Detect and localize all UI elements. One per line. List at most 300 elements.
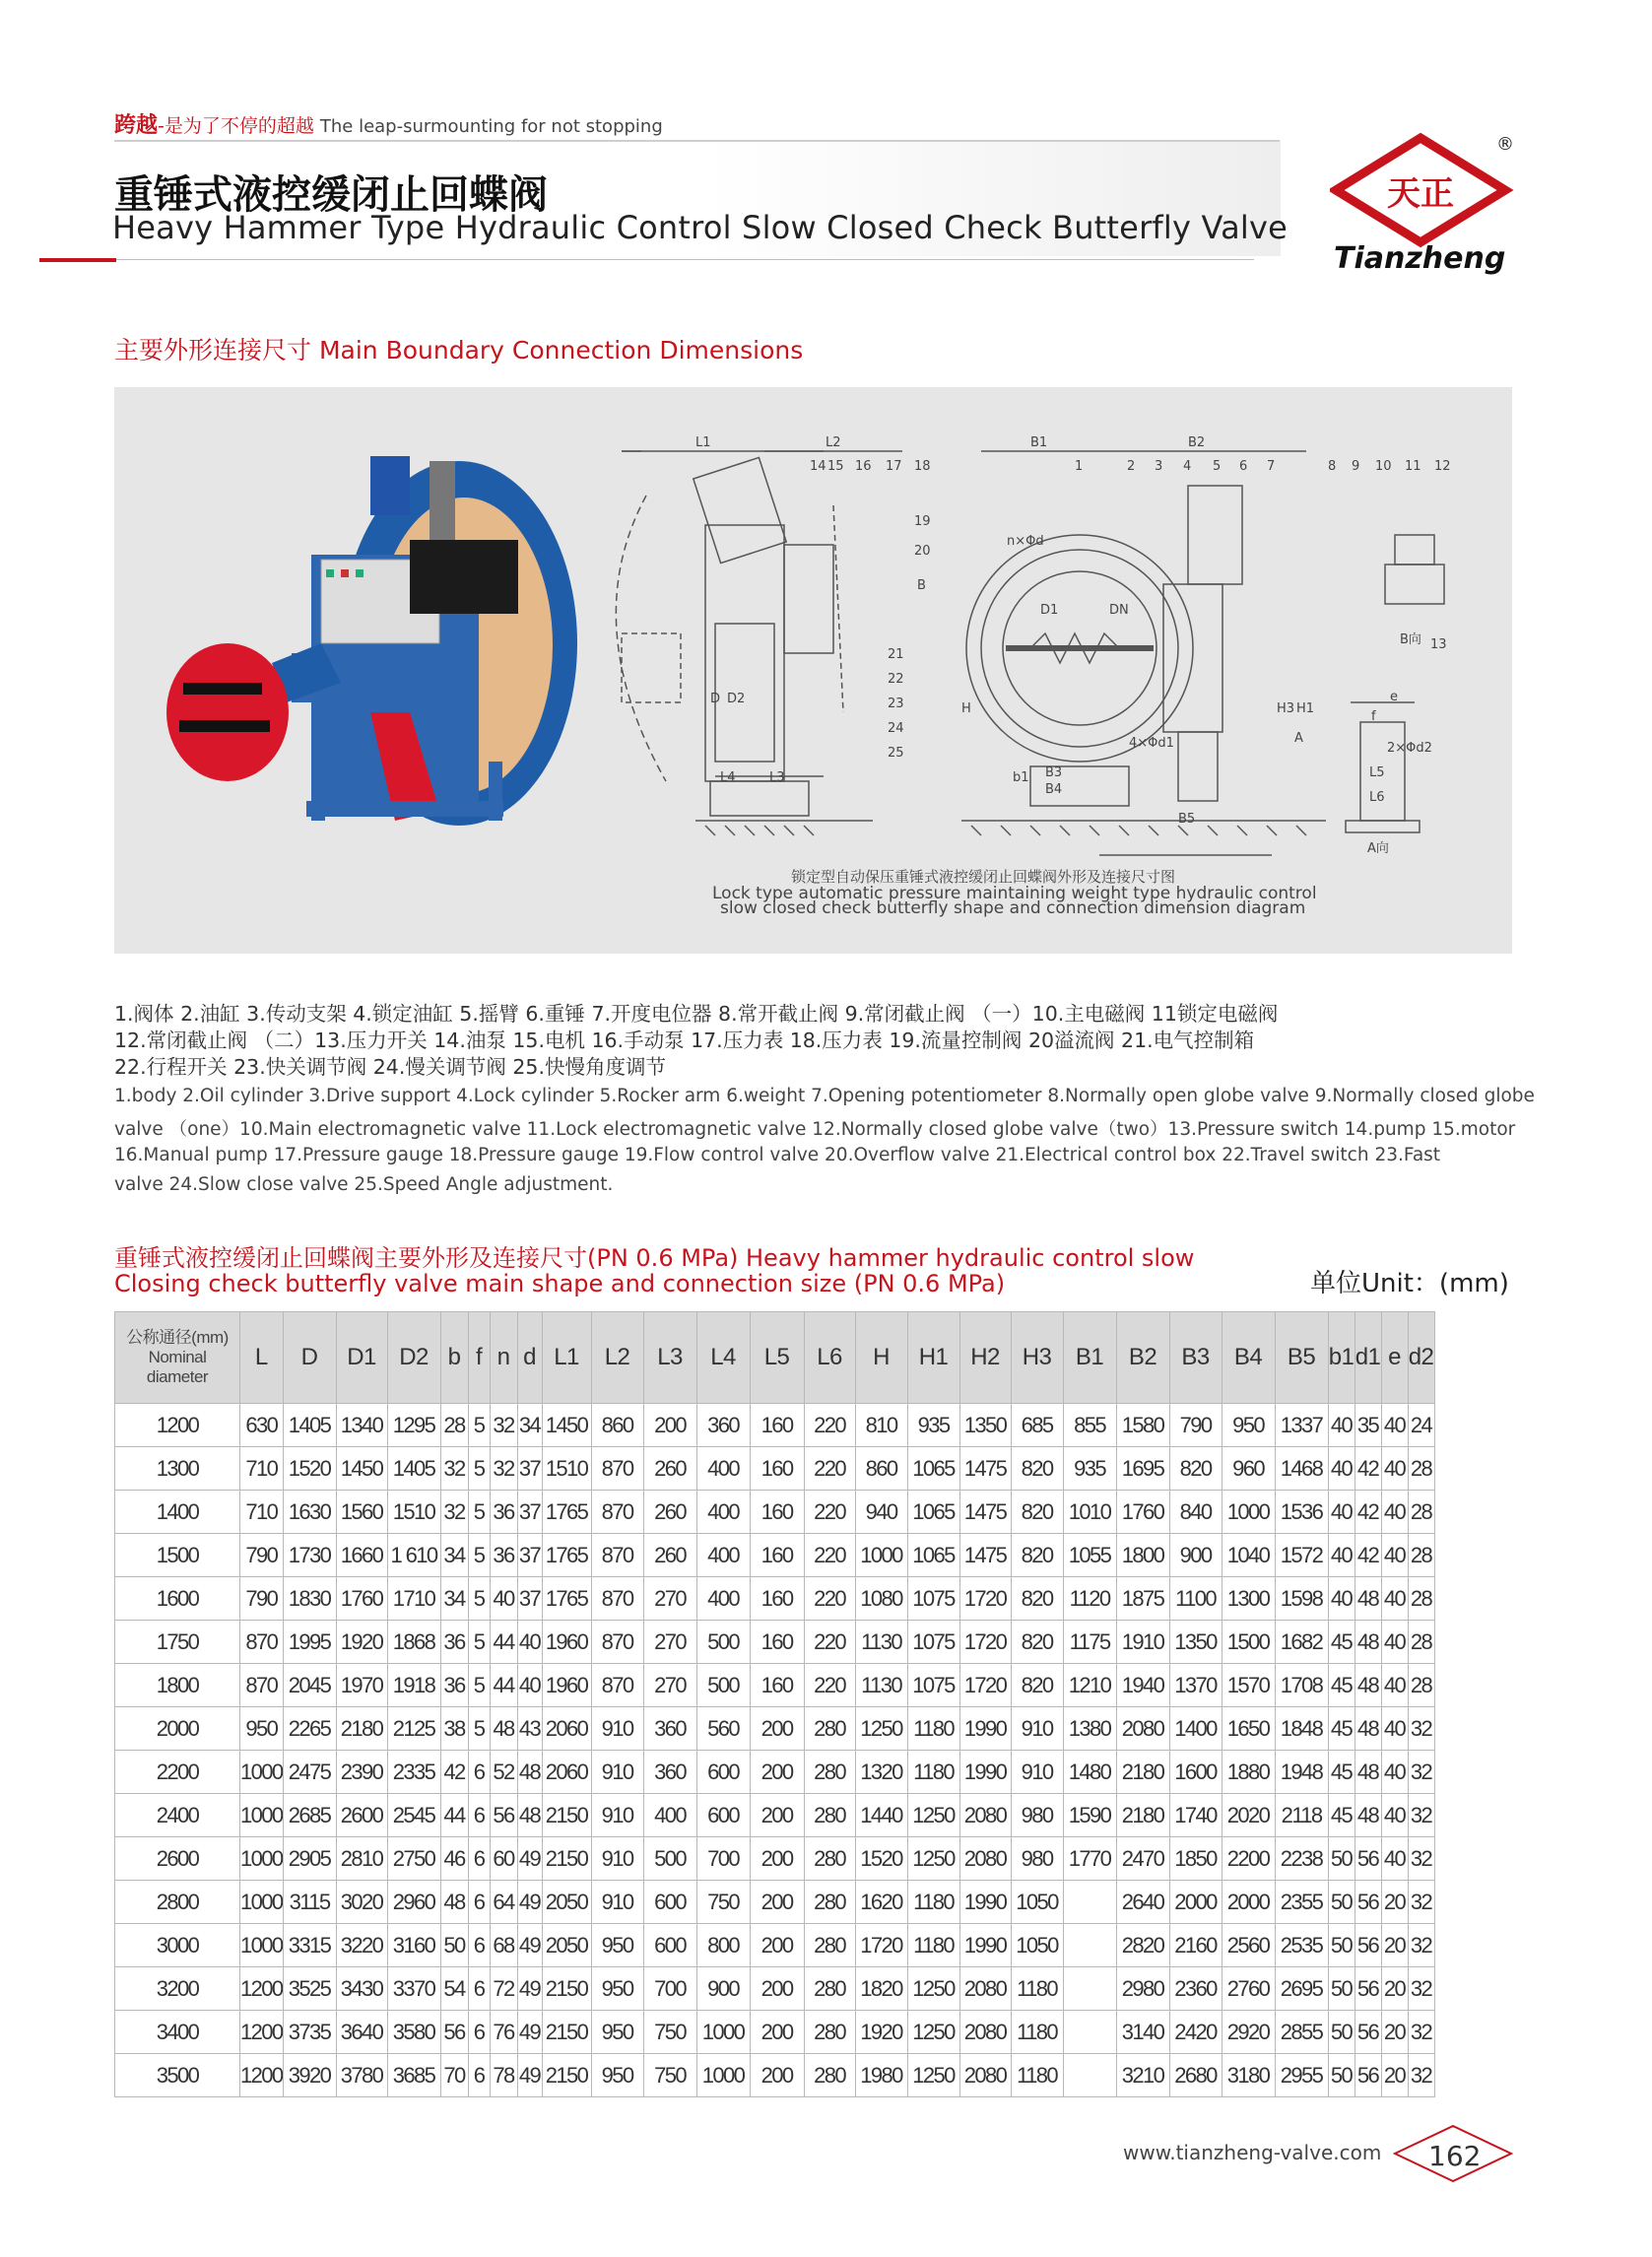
table-cell: 1 610: [387, 1534, 440, 1577]
title-red-rule: [39, 258, 116, 262]
table-row: [115, 1967, 1435, 2011]
slogan: [114, 108, 663, 139]
table-cell: 2050: [542, 1881, 591, 1924]
table-cell: 36: [490, 1534, 517, 1577]
table-cell: 2560: [1222, 1924, 1275, 1967]
table-cell: 1995: [283, 1621, 336, 1664]
table-cell: 56: [1355, 2011, 1381, 2054]
table-cell: 1500: [1222, 1621, 1275, 1664]
table-cell: 160: [750, 1577, 804, 1621]
table-cell: 28: [1408, 1577, 1434, 1621]
table-cell: 500: [696, 1621, 750, 1664]
table-cell: 1800: [1116, 1534, 1169, 1577]
table-cell: 5: [468, 1534, 490, 1577]
header-col-l2: L2: [591, 1312, 643, 1404]
table-cell: 500: [696, 1664, 750, 1707]
table-cell: 280: [804, 1794, 855, 1837]
table-cell: 3020: [336, 1881, 387, 1924]
table-cell: 3140: [1116, 2011, 1169, 2054]
table-cell: 220: [804, 1534, 855, 1577]
table-cell: 1000: [240, 1924, 284, 1967]
header-col-b4: B4: [1222, 1312, 1275, 1404]
table-cell: 860: [591, 1404, 643, 1447]
table-cell: 64: [490, 1881, 517, 1924]
header-col-d2: d2: [1408, 1312, 1434, 1404]
title-gray-rule: [116, 259, 1254, 260]
table-cell: 40: [1381, 1664, 1408, 1707]
table-cell: 600: [643, 1881, 696, 1924]
label-DN: DN: [1109, 603, 1129, 618]
label-L2: L2: [826, 435, 841, 450]
table-cell: 1590: [1063, 1794, 1116, 1837]
table-cell: 2060: [542, 1751, 591, 1794]
table-cell: 3685: [387, 2054, 440, 2097]
table-cell: 1055: [1063, 1534, 1116, 1577]
table-cell: 2820: [1116, 1924, 1169, 1967]
table-cell: 48: [1355, 1794, 1381, 1837]
table-cell: 45: [1328, 1707, 1355, 1751]
table-cell: 200: [750, 1707, 804, 1751]
label-nd: n×Φd: [1007, 534, 1044, 549]
header-col-b: b: [440, 1312, 468, 1404]
table-cell: 49: [517, 1924, 542, 1967]
table-cell: 6: [468, 1924, 490, 1967]
table-cell: 400: [643, 1794, 696, 1837]
table-cell: 1380: [1063, 1707, 1116, 1751]
side-view-drawing: [616, 451, 902, 835]
label-B: B: [917, 578, 926, 593]
table-cell: 400: [696, 1447, 750, 1491]
table-cell: 5: [468, 1664, 490, 1707]
table-cell: 1765: [542, 1534, 591, 1577]
table-cell: 1868: [387, 1621, 440, 1664]
table-cell: 950: [591, 2054, 643, 2097]
table-cell: 2960: [387, 1881, 440, 1924]
table-cell: 1000: [855, 1534, 907, 1577]
label-17: 17: [886, 459, 902, 474]
parts-en-line: 16.Manual pump 17.Pressure gauge 18.Pressure gauge 19.Flow control valve 20.Overflow valve 21.Electrical control box 22.Travel switch 23.Fast: [114, 1145, 1441, 1165]
table-cell: 1730: [283, 1534, 336, 1577]
table-cell: 1510: [542, 1447, 591, 1491]
slogan-en: The leap-surmounting for not stopping: [319, 116, 663, 137]
table-cell: 20: [1381, 2011, 1408, 2054]
table-cell: 860: [855, 1447, 907, 1491]
brand-name: Tianzheng: [1334, 241, 1506, 276]
label-f: f: [1371, 709, 1376, 724]
label-7: 7: [1267, 459, 1276, 474]
table-cell: 2955: [1275, 2054, 1328, 2097]
table-cell: 6: [468, 1967, 490, 2011]
table-cell: 1000: [240, 1751, 284, 1794]
table-cell: 200: [750, 1967, 804, 2011]
table-cell: 1820: [855, 1967, 907, 2011]
table-title-line-1: 重锤式液控缓闭止回蝶阀主要外形及连接尺寸(PN 0.6 MPa) Heavy hammer hydraulic control slow: [114, 1244, 1195, 1272]
table-cell: 280: [804, 2054, 855, 2097]
table-cell: 1536: [1275, 1491, 1328, 1534]
table-cell: 200: [750, 1794, 804, 1837]
header-nominal-diameter: 公称通径(mm) Nominal diameter: [115, 1312, 240, 1404]
table-cell: 810: [855, 1404, 907, 1447]
unit-label: 单位Unit：(mm): [1310, 1269, 1509, 1298]
table-cell: 78: [490, 2054, 517, 2097]
table-row: [115, 2054, 1435, 2097]
table-cell: 1075: [907, 1577, 959, 1621]
table-cell: 2695: [1275, 1967, 1328, 2011]
table-cell: 48: [1355, 1707, 1381, 1751]
table-cell: 5: [468, 1621, 490, 1664]
table-cell: 32: [1408, 2011, 1434, 2054]
table-body: [115, 1404, 1435, 2097]
table-cell: 1340: [336, 1404, 387, 1447]
parts-cn-line: 12.常闭截止阀 （二）13.压力开关 14.油泵 15.电机 16.手动泵 17.压力表 18.压力表 19.流量控制阀 20溢流阀 21.电气控制箱: [114, 1029, 1255, 1052]
label-20: 20: [914, 544, 931, 559]
table-cell: 270: [643, 1577, 696, 1621]
table-cell: 710: [240, 1491, 284, 1534]
table-cell: 1320: [855, 1751, 907, 1794]
table-cell: 1000: [240, 1837, 284, 1881]
table-cell: 1405: [387, 1447, 440, 1491]
table-cell: 360: [696, 1404, 750, 1447]
table-header-row: [115, 1312, 1435, 1404]
table-cell: 45: [1328, 1794, 1355, 1837]
label-B5: B5: [1178, 812, 1196, 827]
table-cell: 24: [1408, 1404, 1434, 1447]
table-cell: 2640: [1116, 1881, 1169, 1924]
table-cell: 28: [1408, 1491, 1434, 1534]
table-cell: 2080: [959, 2054, 1011, 2097]
table-cell: 70: [440, 2054, 468, 2097]
table-cell: 1200: [240, 1967, 284, 2011]
table-cell: 60: [490, 1837, 517, 1881]
table-cell: 855: [1063, 1404, 1116, 1447]
table-row: [115, 1881, 1435, 1924]
label-21: 21: [888, 647, 904, 662]
label-D2: D2: [727, 692, 746, 706]
table-cell: 1120: [1063, 1577, 1116, 1621]
table-cell: 2810: [336, 1837, 387, 1881]
table-cell: 32: [1408, 1707, 1434, 1751]
table-cell: 280: [804, 1837, 855, 1881]
table-cell: 2150: [542, 2011, 591, 2054]
table-cell: 1075: [907, 1621, 959, 1664]
website-url: www.tianzheng-valve.com: [1123, 2141, 1382, 2164]
table-cell: 50: [1328, 1924, 1355, 1967]
table-cell: 900: [696, 1967, 750, 2011]
table-cell: 28: [1408, 1447, 1434, 1491]
table-cell: 3220: [336, 1924, 387, 1967]
table-cell: 950: [591, 1967, 643, 2011]
table-cell: [1063, 1967, 1116, 2011]
table-cell: 46: [440, 1837, 468, 1881]
label-2d2: 2×Φd2: [1387, 741, 1432, 756]
table-cell: 28: [1408, 1664, 1434, 1707]
table-cell: 1560: [336, 1491, 387, 1534]
table-cell: 32: [490, 1447, 517, 1491]
parts-en-line: valve 24.Slow close valve 25.Speed Angle adjustment.: [114, 1174, 614, 1195]
table-cell: 935: [1063, 1447, 1116, 1491]
table-cell: 1720: [959, 1664, 1011, 1707]
table-cell: 1770: [1063, 1837, 1116, 1881]
table-cell: 1970: [336, 1664, 387, 1707]
label-L5: L5: [1369, 765, 1385, 780]
table-cell: [1063, 2054, 1116, 2097]
table-cell: 36: [440, 1621, 468, 1664]
table-cell: 910: [1011, 1707, 1063, 1751]
table-cell: 220: [804, 1491, 855, 1534]
table-cell: 40: [1328, 1447, 1355, 1491]
table-cell: 200: [750, 1924, 804, 1967]
table-cell: 1180: [907, 1924, 959, 1967]
label-1: 1: [1075, 459, 1084, 474]
table-cell: 32: [440, 1491, 468, 1534]
table-cell: 1475: [959, 1491, 1011, 1534]
header-col-n: n: [490, 1312, 517, 1404]
table-cell: 1880: [1222, 1751, 1275, 1794]
cell-nominal-diameter: 3400: [115, 2011, 240, 2054]
label-10: 10: [1375, 459, 1392, 474]
table-cell: 44: [490, 1664, 517, 1707]
table-row: [115, 1751, 1435, 1794]
label-14: 14: [810, 459, 826, 474]
table-cell: 1990: [959, 1707, 1011, 1751]
table-cell: 50: [1328, 2054, 1355, 2097]
table-cell: 685: [1011, 1404, 1063, 1447]
table-cell: 1598: [1275, 1577, 1328, 1621]
table-cell: 1200: [240, 2011, 284, 2054]
table-cell: 260: [643, 1491, 696, 1534]
table-cell: 260: [643, 1447, 696, 1491]
table-cell: 1000: [240, 1794, 284, 1837]
table-cell: 360: [643, 1751, 696, 1794]
table-cell: 790: [1169, 1404, 1222, 1447]
label-D: D: [710, 692, 721, 706]
table-cell: 980: [1011, 1837, 1063, 1881]
table-cell: 1065: [907, 1491, 959, 1534]
table-cell: 3920: [283, 2054, 336, 2097]
table-cell: 28: [440, 1404, 468, 1447]
table-cell: 20: [1381, 1967, 1408, 2011]
table-cell: 1210: [1063, 1664, 1116, 1707]
table-cell: 630: [240, 1404, 284, 1447]
table-cell: 20: [1381, 1924, 1408, 1967]
table-cell: 32: [1408, 1837, 1434, 1881]
table-cell: 40: [1328, 1491, 1355, 1534]
table-cell: 37: [517, 1491, 542, 1534]
table-cell: 2118: [1275, 1794, 1328, 1837]
table-cell: 400: [696, 1491, 750, 1534]
table-cell: 32: [1408, 1967, 1434, 2011]
table-cell: 1065: [907, 1447, 959, 1491]
slogan-cn: -是为了不停的超越: [158, 115, 314, 137]
table-cell: 5: [468, 1491, 490, 1534]
table-cell: 1990: [959, 1881, 1011, 1924]
table-cell: 2360: [1169, 1967, 1222, 2011]
table-cell: 2475: [283, 1751, 336, 1794]
table-cell: 2535: [1275, 1924, 1328, 1967]
table-cell: 1450: [542, 1404, 591, 1447]
table-cell: 1130: [855, 1621, 907, 1664]
table-cell: 910: [591, 1881, 643, 1924]
table-cell: 820: [1011, 1621, 1063, 1664]
table-cell: 49: [517, 2011, 542, 2054]
table-cell: 40: [1328, 1577, 1355, 1621]
table-cell: 1875: [1116, 1577, 1169, 1621]
table-cell: 260: [643, 1534, 696, 1577]
label-B-view: B向: [1400, 632, 1421, 647]
label-25: 25: [888, 746, 904, 761]
table-cell: 700: [696, 1837, 750, 1881]
cell-nominal-diameter: 1400: [115, 1491, 240, 1534]
table-cell: 2150: [542, 1837, 591, 1881]
table-cell: 1080: [855, 1577, 907, 1621]
table-cell: 1300: [1222, 1577, 1275, 1621]
table-cell: 820: [1011, 1447, 1063, 1491]
table-cell: 820: [1011, 1664, 1063, 1707]
header-col-l4: L4: [696, 1312, 750, 1404]
table-cell: 2150: [542, 2054, 591, 2097]
table-cell: 1475: [959, 1447, 1011, 1491]
table-cell: 1720: [959, 1577, 1011, 1621]
table-cell: 1405: [283, 1404, 336, 1447]
table-title-line-2: Closing check butterfly valve main shape and connection size (PN 0.6 MPa): [114, 1270, 1006, 1297]
table-cell: 40: [517, 1664, 542, 1707]
table-cell: 45: [1328, 1621, 1355, 1664]
table-cell: 870: [591, 1447, 643, 1491]
table-cell: 3370: [387, 1967, 440, 2011]
header-col-f: f: [468, 1312, 490, 1404]
table-cell: 56: [1355, 1837, 1381, 1881]
page-number: 162: [1428, 2140, 1482, 2172]
table-cell: 2920: [1222, 2011, 1275, 2054]
table-cell: 5: [468, 1404, 490, 1447]
table-cell: 44: [440, 1794, 468, 1837]
table-cell: 56: [1355, 1924, 1381, 1967]
table-cell: 1760: [1116, 1491, 1169, 1534]
table-cell: 49: [517, 1881, 542, 1924]
table-cell: 2080: [1116, 1707, 1169, 1751]
table-cell: 1065: [907, 1534, 959, 1577]
label-9: 9: [1352, 459, 1360, 474]
cell-nominal-diameter: 1200: [115, 1404, 240, 1447]
table-cell: 1040: [1222, 1534, 1275, 1577]
table-cell: 3640: [336, 2011, 387, 2054]
table-cell: 37: [517, 1534, 542, 1577]
table-cell: 840: [1169, 1491, 1222, 1534]
table-cell: 2420: [1169, 2011, 1222, 2054]
table-cell: 1720: [959, 1621, 1011, 1664]
table-cell: 910: [591, 1751, 643, 1794]
table-cell: 2000: [1222, 1881, 1275, 1924]
table-cell: 1765: [542, 1577, 591, 1621]
table-row: [115, 1794, 1435, 1837]
table-cell: 1130: [855, 1664, 907, 1707]
table-cell: 6: [468, 1794, 490, 1837]
table-cell: 280: [804, 1881, 855, 1924]
table-cell: 600: [696, 1794, 750, 1837]
table-cell: 1440: [855, 1794, 907, 1837]
front-view-drawing: [961, 451, 1326, 855]
table-cell: 1572: [1275, 1534, 1328, 1577]
table-cell: 1580: [1116, 1404, 1169, 1447]
table-cell: 1180: [1011, 2011, 1063, 2054]
table-cell: 1600: [1169, 1751, 1222, 1794]
table-cell: 3315: [283, 1924, 336, 1967]
table-cell: 1180: [1011, 2054, 1063, 2097]
table-cell: 280: [804, 1967, 855, 2011]
table-cell: 1682: [1275, 1621, 1328, 1664]
table-cell: 32: [1408, 1751, 1434, 1794]
table-cell: 2335: [387, 1751, 440, 1794]
table-cell: 2200: [1222, 1837, 1275, 1881]
table-cell: 940: [855, 1491, 907, 1534]
table-cell: 1050: [1011, 1924, 1063, 1967]
table-cell: 1337: [1275, 1404, 1328, 1447]
table-cell: 1000: [696, 2011, 750, 2054]
table-cell: 1850: [1169, 1837, 1222, 1881]
header-col-h3: H3: [1011, 1312, 1063, 1404]
table-cell: 160: [750, 1491, 804, 1534]
table-cell: 1520: [283, 1447, 336, 1491]
table-cell: 220: [804, 1577, 855, 1621]
table-cell: 1000: [240, 1881, 284, 1924]
table-cell: 34: [440, 1534, 468, 1577]
table-cell: 160: [750, 1447, 804, 1491]
table-cell: 1695: [1116, 1447, 1169, 1491]
table-cell: 40: [1381, 1621, 1408, 1664]
label-19: 19: [914, 514, 931, 529]
detail-views: [1346, 535, 1444, 832]
table-cell: 980: [1011, 1794, 1063, 1837]
cell-nominal-diameter: 3500: [115, 2054, 240, 2097]
table-cell: 1960: [542, 1664, 591, 1707]
table-cell: 1760: [336, 1577, 387, 1621]
table-cell: 1918: [387, 1664, 440, 1707]
table-cell: 1250: [907, 2054, 959, 2097]
table-cell: 1250: [907, 1837, 959, 1881]
table-cell: 220: [804, 1447, 855, 1491]
label-18: 18: [914, 459, 931, 474]
table-cell: 42: [1355, 1447, 1381, 1491]
parts-cn-line: 1.阀体 2.油缸 3.传动支架 4.锁定油缸 5.摇臂 6.重锤 7.开度电位器 8.常开截止阀 9.常闭截止阀 （一）10.主电磁阀 11锁定电磁阀: [114, 1002, 1279, 1026]
table-cell: 2680: [1169, 2054, 1222, 2097]
table-cell: 2045: [283, 1664, 336, 1707]
table-cell: 40: [1381, 1491, 1408, 1534]
table-cell: 1830: [283, 1577, 336, 1621]
table-cell: 68: [490, 1924, 517, 1967]
table-cell: 870: [240, 1664, 284, 1707]
table-cell: 42: [1355, 1534, 1381, 1577]
table-row: [115, 1664, 1435, 1707]
table-cell: 2080: [959, 2011, 1011, 2054]
table-cell: 1250: [907, 2011, 959, 2054]
table-cell: 50: [440, 1924, 468, 1967]
table-cell: 400: [696, 1534, 750, 1577]
table-cell: 3210: [1116, 2054, 1169, 2097]
table-cell: 820: [1011, 1577, 1063, 1621]
table-cell: 1370: [1169, 1664, 1222, 1707]
table-cell: 2685: [283, 1794, 336, 1837]
table-cell: 56: [1355, 2054, 1381, 2097]
table-cell: 50: [1328, 1881, 1355, 1924]
table-cell: 20: [1381, 1881, 1408, 1924]
table-cell: 28: [1408, 1621, 1434, 1664]
table-cell: 2760: [1222, 1967, 1275, 2011]
table-row: [115, 1534, 1435, 1577]
table-cell: 45: [1328, 1664, 1355, 1707]
table-cell: 40: [1328, 1404, 1355, 1447]
table-cell: 1650: [1222, 1707, 1275, 1751]
header-col-d1: D1: [336, 1312, 387, 1404]
